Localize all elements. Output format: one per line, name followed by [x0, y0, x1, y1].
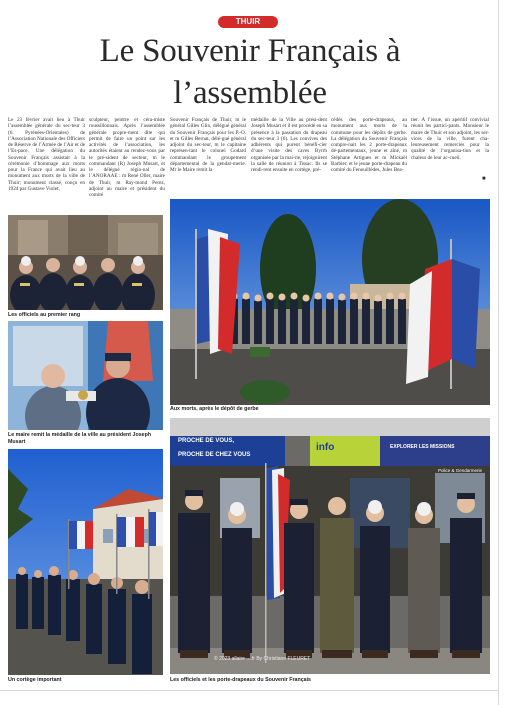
page-edge-vertical — [498, 0, 499, 705]
caption-officials: Les officiels au premier rang — [8, 312, 81, 318]
caption-gerbe: Aux morts, après le dépôt de gerbe — [170, 406, 259, 412]
store-sign-line-4: Police & Gendarmerie — [438, 468, 483, 473]
photo-medal-ceremony — [8, 321, 163, 430]
caption-medal: Le maire remit la médaille de la ville au président Joseph Musart — [8, 432, 152, 445]
store-sign-line-2: PROCHE DE CHEZ VOUS — [178, 452, 251, 458]
column-text: Le 23 février avait lieu à Thuir l’assemblée générale du sec-teur 3 (6. Pyrénées-Orientales) de l’Association Nationale des Officiers de Réserve de l’Armée de l’Air et de l’Es-pace. Une délégation du Souvenir Français assistait à la cérémonie d’hommage aux morts pour la France qui avait lieu au monument aux morts de la ville de Thuir; monument classé, conçu en 1924 par Gustave Violet, — [8, 117, 85, 192]
article-column-5 — [331, 117, 407, 190]
section-tag: THUIR — [218, 16, 278, 28]
article-column-3 — [170, 117, 246, 190]
caption-procession: Un cortège important — [8, 677, 62, 683]
column-text: médaille de la Ville au prési-dent Joseph Musart et il est procédé en sa présence à la passation du drapeau du sec-teur 3 (6). Les convives des adhérents qui purent bénéfi-cier d’une visite des caves Byrrh organisée par la mai-rie, rejoignirent la salle de réunion à Tissac. Ils se rendi-rent ensuite en cortège, pré- — [251, 117, 327, 173]
article-column-1 — [8, 117, 85, 215]
article-column-6 — [411, 117, 489, 190]
page-edge-horizontal — [0, 690, 498, 691]
article-end-mark: ■ — [482, 176, 486, 182]
column-text: cédés des porte-drapeaux, au monument aux morts de la commune pour les dépôts de gerbe. La délégation du Souvenir Français compre-nait les 2 porte-drapeaux dé-partementaux, jeune et aîné, m Stéphane Artigues et m Mickaël Barbier, et le jeune porte-drapeau du comité du Fenouillèdes, Jules Bea- — [331, 117, 407, 173]
photo-credit: © 2023 allaire ....fr By Christiane FLEURET — [214, 656, 311, 662]
article-headline: Le Souvenir Français à l’assemblée — [99, 33, 401, 111]
store-sign-logo: info — [316, 442, 335, 453]
photo-monument-gerbe — [170, 199, 490, 405]
column-text: sculpteur, peintre et céra-miste roussillonnais. Après l’assemblée générale propre-ment dite qui permit de faire un point sur les activités de l’association, les autorités étaient au rendez-vous par le pré-sident de secteur, m le commandant (R) Joseph Musart, et le délégué régio-nal de l’ANORAAE : m René Oller, maire de Thuir, m Ray-mond Perez, adjoint au maire et président du comité — [89, 117, 165, 198]
column-text: Souvenir Français de Thuir, m le général Gilles Glin, délégué général du Souvenir Français pour les P.-O. et m Gilles Bernat, délé-gué général adjoint du sec-teur, m le capitaine représen-tant le colonel Godard commandant le groupement départemental de la gendar-merie. Mr le Maire remit la — [170, 117, 246, 173]
store-sign-line-1: PROCHE DE VOUS, — [178, 438, 235, 444]
column-text: tier. À l’issue, un apéritif convivial réunit les partici-pants. Monsieur le maire de Thuir et son adjoint, les ser-vices de la ville, furent cha-leureusement remerciés pour la qualité de l’organisa-tion et la chaleur de leur ac-cueil. — [411, 117, 489, 161]
photo-procession — [8, 449, 163, 675]
store-sign-line-3: EXPLORER LES MISSIONS — [390, 444, 455, 450]
caption-flag-bearers: Les officiels et les porte-drapeaux du Souvenir Français — [170, 677, 311, 683]
article-column-4 — [251, 117, 327, 190]
photo-flag-bearers — [170, 418, 490, 674]
article-column-2 — [89, 117, 165, 215]
photo-officials-front-row — [8, 215, 163, 310]
